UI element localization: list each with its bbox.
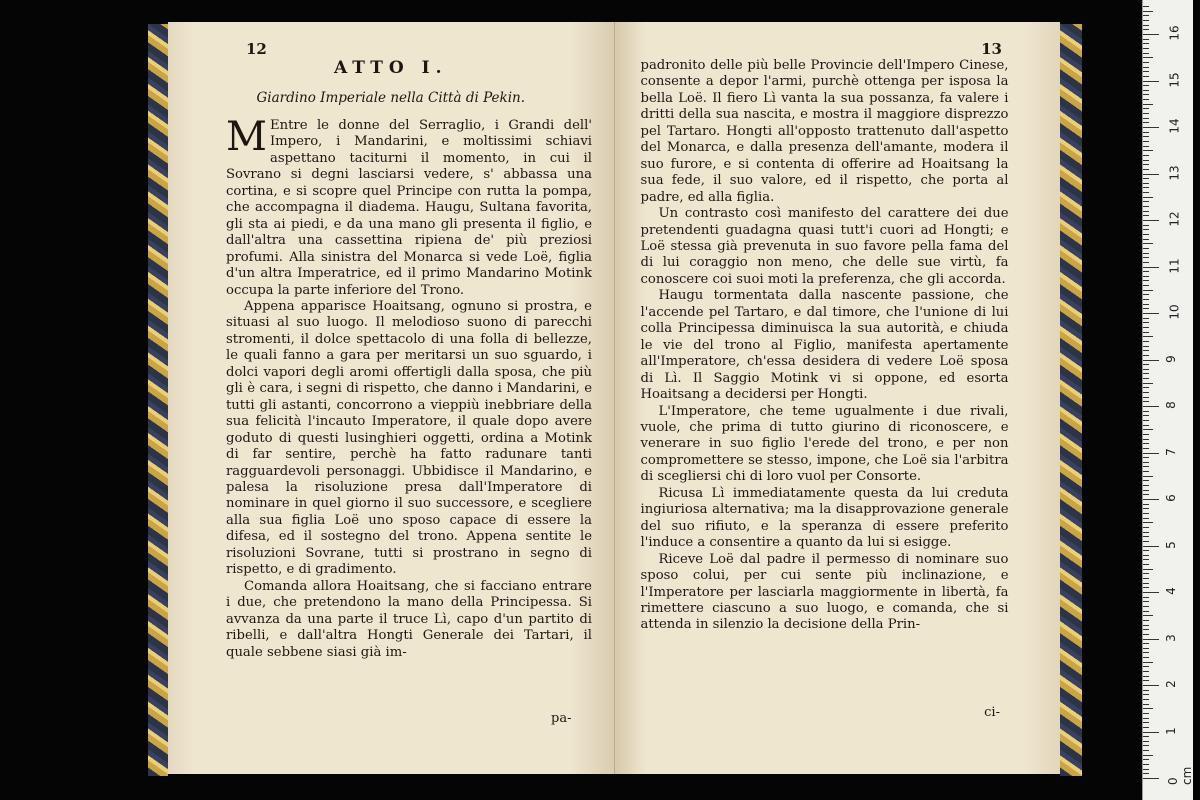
ruler-tick xyxy=(1143,85,1149,86)
ruler-tick xyxy=(1143,443,1149,444)
ruler-tick xyxy=(1143,373,1149,374)
ruler-tick xyxy=(1143,745,1149,746)
ruler-tick xyxy=(1143,29,1149,30)
ruler-number: 13 xyxy=(1167,164,1182,181)
paragraph: Un contrasto così manifesto del carattere dei due pretendenti guadagna quasi tutt'i cuori ad Hongti; e Loë stessa già prevenuta in suo favore pella fama del di lui coraggio non meno, che delle sue virtù, fa conoscere coi suoi moti la preferenza, che gli accorda. xyxy=(640,206,1009,287)
ruler-tick xyxy=(1143,108,1149,109)
ruler-tick xyxy=(1143,773,1149,774)
ruler-tick xyxy=(1143,355,1149,356)
ruler-tick xyxy=(1143,592,1159,593)
ruler-tick xyxy=(1143,160,1149,161)
ruler-tick xyxy=(1143,490,1149,491)
ruler-tick xyxy=(1143,750,1149,751)
ruler-tick xyxy=(1143,271,1149,272)
left-page-text xyxy=(226,114,592,661)
ruler-tick xyxy=(1143,536,1149,537)
ruler-tick xyxy=(1143,625,1149,626)
ruler-tick xyxy=(1143,620,1149,621)
ruler-tick xyxy=(1143,15,1149,16)
ruler-tick xyxy=(1143,308,1149,309)
ruler-tick xyxy=(1143,234,1149,235)
ruler-tick xyxy=(1143,573,1149,574)
ruler-tick xyxy=(1143,541,1149,542)
ruler-tick xyxy=(1143,327,1149,328)
ruler-tick xyxy=(1143,662,1153,663)
ruler-number: 8 xyxy=(1163,401,1178,409)
right-page xyxy=(615,22,1061,774)
ruler-tick xyxy=(1143,99,1149,100)
open-book xyxy=(168,22,1060,774)
ruler-tick xyxy=(1143,360,1159,361)
ruler-tick xyxy=(1143,341,1149,342)
ruler-tick xyxy=(1143,671,1149,672)
scene-title: Giardino Imperiale nella Città di Pekin. xyxy=(256,90,526,106)
ruler-tick xyxy=(1143,583,1149,584)
ruler-tick xyxy=(1143,718,1149,719)
ruler-tick xyxy=(1143,90,1149,91)
ruler-tick xyxy=(1143,420,1149,421)
paragraph: M Entre le donne del Serraglio, i Grandi dell' Impero, i Mandarini, e moltissimi schiavi aspettano taciturni il momento, in cui il Sovrano si degni lasciarsi vedere, s' abbassa una cortina, e si scopre quel Principe con rutta la pompa, che accompagna il diadema. Haugu, Sultana favorita, gli sta ai piedi, e da una mano gli presenta il figlio, e dall'altra una cassettina ripiena de' più preziosi profumi. Alla sinistra del Monarca si vede Loë, figlia d'un altra Imperatrice, ed il primo Mandarino Motink occupa la parte inferiore del Trono. xyxy=(226,114,592,298)
ruler-tick xyxy=(1143,136,1149,137)
ruler-tick xyxy=(1143,178,1149,179)
ruler-tick xyxy=(1143,267,1159,268)
ruler-tick xyxy=(1143,104,1153,105)
ruler-tick xyxy=(1143,513,1149,514)
ruler-tick xyxy=(1143,76,1149,77)
ruler-number: 10 xyxy=(1167,304,1182,320)
ruler-tick xyxy=(1143,559,1149,560)
paragraph: Appena apparisce Hoaitsang, ognuno si prostra, e situasi al suo luogo. Il melodioso suono di parecchi stromenti, il dolce spettacolo di una folla di bellezze, le quali fanno a gara per meritarsi un suo sguardo, i dolci vapori degli aromi offertigli dalla sposa, che più gli è cara, i segni di rispetto, che danno i Mandarini, e tutti gli astanti, concorrono a vieppiù inebbriare della sua felicità l'incauto Imperatore, il quale dopo avere goduto di questi lusinghieri oggetti, ordina a Motink di far sentire, perchè ha fatto radunare tanti ragguardevoli personaggi. Ubbidisce il Mandarino, e palesa la risoluzione presa dall'Imperatore di nominare in quel giorno il suo successore, e scegliere alla sua figlia Loë uno sposo capace di essere la difesa, ed il sostegno del trono. Appena sentite le risoluzioni Sovrane, tutti si prostrano in segno di rispetto, e di gradimento. xyxy=(226,298,592,578)
ruler-tick xyxy=(1143,253,1149,254)
book-cover-left-edge xyxy=(148,24,168,776)
ruler-tick xyxy=(1143,690,1149,691)
ruler-number: 2 xyxy=(1163,680,1178,688)
ruler-tick xyxy=(1143,67,1149,68)
ruler-tick xyxy=(1143,280,1149,281)
ruler-tick xyxy=(1143,680,1149,681)
ruler-tick xyxy=(1143,476,1153,477)
ruler-tick xyxy=(1143,350,1149,351)
ruler-tick xyxy=(1143,634,1149,635)
ruler-tick xyxy=(1143,57,1153,58)
ruler-tick xyxy=(1143,62,1149,63)
ruler-tick xyxy=(1143,53,1149,54)
ruler-tick xyxy=(1143,555,1149,556)
ruler-tick xyxy=(1143,764,1149,765)
paragraph: Comanda allora Hoaitsang, che si facciano entrare i due, che pretendono la mano della Principessa. Si avvanza da una parte il truce Lì, capo d'un partito di ribelli, e dall'altra Hongti Generale dei Tartari, il quale sebbene siasi già im- xyxy=(226,578,592,660)
ruler-tick xyxy=(1143,708,1153,709)
ruler-tick xyxy=(1143,569,1153,570)
measuring-ruler xyxy=(1142,0,1193,800)
ruler-tick xyxy=(1143,466,1149,467)
ruler-number: 15 xyxy=(1167,71,1182,88)
ruler-tick xyxy=(1143,727,1149,728)
ruler-tick xyxy=(1143,462,1149,463)
drop-cap: M xyxy=(226,114,267,160)
ruler-tick xyxy=(1143,415,1149,416)
ruler-tick xyxy=(1143,243,1153,244)
ruler-tick xyxy=(1143,127,1159,128)
ruler-tick xyxy=(1143,471,1149,472)
ruler-number: 5 xyxy=(1163,540,1178,549)
ruler-tick xyxy=(1143,183,1149,184)
ruler-tick xyxy=(1143,666,1149,667)
ruler-tick xyxy=(1143,769,1149,770)
ruler-tick xyxy=(1143,657,1149,658)
ruler-tick xyxy=(1143,453,1159,454)
ruler-tick xyxy=(1143,262,1149,263)
ruler-tick xyxy=(1143,532,1149,533)
paragraph: padronito delle più belle Provincie dell'Impero Cinese, consente a depor l'armi, purchè ottenga per isposa la bella Loë. Il fiero Lì vanta la sua possanza, fa valere i dritti della sua nascita, e mostra il maggiore disprezzo pel Tartaro. Hongti all'opposto trattenuto dall'aspetto del Monarca, e dalla presenza dell'amante, modera il suo furore, e si contenta di offerire ad Hoaitsang la sua fede, il suo valore, ed il rispetto, che porta al padre, ed alla figlia. xyxy=(640,58,1009,205)
ruler-tick xyxy=(1143,397,1149,398)
ruler-tick xyxy=(1143,522,1153,523)
ruler-tick xyxy=(1143,113,1149,114)
ruler-tick xyxy=(1143,304,1149,305)
ruler-tick xyxy=(1143,629,1149,630)
ruler-tick xyxy=(1143,141,1149,142)
ruler-tick xyxy=(1143,48,1149,49)
ruler-number: 6 xyxy=(1163,494,1178,502)
ruler-tick xyxy=(1143,759,1149,760)
page-number-right: 13 xyxy=(981,40,1002,58)
ruler-tick xyxy=(1143,676,1149,677)
ruler-tick xyxy=(1143,508,1149,509)
ruler-tick xyxy=(1143,564,1149,565)
ruler-tick xyxy=(1143,499,1159,500)
paragraph: Riceve Loë dal padre il permesso di nominare suo sposo colui, per cui sente più inclinazione, e l'Imperatore per lasciarla maggiormente in libertà, fa rimettere ciascuno a suo luogo, e comanda, che si attenda in silenzio la decisione della Prin- xyxy=(640,551,1009,633)
ruler-tick xyxy=(1143,480,1149,481)
ruler-tick xyxy=(1143,378,1149,379)
ruler-tick xyxy=(1143,294,1149,295)
ruler-tick xyxy=(1143,704,1149,705)
ruler-tick xyxy=(1143,290,1153,291)
ruler-tick xyxy=(1143,639,1159,640)
paragraph: Haugu tormentata dalla nascente passione, che l'accende pel Tartaro, e dal timore, che l'unione di lui colla Principessa diminuisca la sua autorità, e chiuda le vie del trono al Figlio, manifesta apertamente all'Imperatore, ch'essa desidera di vedere Loë sposa di Lì. Il Saggio Motink vi si oppone, ed esorta Hoaitsang a decidersi per Hongti. xyxy=(640,288,1009,403)
ruler-tick xyxy=(1143,229,1149,230)
ruler-number: 9 xyxy=(1163,354,1178,363)
ruler-tick xyxy=(1143,457,1149,458)
ruler-tick xyxy=(1143,11,1153,12)
ruler-tick xyxy=(1143,369,1149,370)
ruler-tick xyxy=(1143,25,1149,26)
ruler-tick xyxy=(1143,434,1149,435)
ruler-tick xyxy=(1143,392,1149,393)
ruler-tick xyxy=(1143,248,1149,249)
left-page xyxy=(168,22,615,774)
ruler-tick xyxy=(1143,713,1149,714)
ruler-tick xyxy=(1143,239,1149,240)
ruler-tick xyxy=(1143,285,1149,286)
ruler-tick xyxy=(1143,425,1149,426)
ruler-tick xyxy=(1143,652,1149,653)
ruler-tick xyxy=(1143,6,1149,7)
ruler-number: 14 xyxy=(1167,118,1182,134)
ruler-tick xyxy=(1143,448,1149,449)
ruler-number: 12 xyxy=(1167,211,1182,227)
ruler-tick xyxy=(1143,132,1149,133)
ruler-tick xyxy=(1143,206,1149,207)
ruler-tick xyxy=(1143,225,1149,226)
ruler-tick xyxy=(1143,220,1159,221)
ruler-tick xyxy=(1143,387,1149,388)
catchword-right: ci- xyxy=(984,705,1000,720)
ruler-tick xyxy=(1143,201,1149,202)
ruler-tick xyxy=(1143,94,1149,95)
ruler-tick xyxy=(1143,257,1149,258)
ruler-tick xyxy=(1143,164,1149,165)
ruler-tick xyxy=(1143,71,1149,72)
ruler-tick xyxy=(1143,383,1153,384)
ruler-tick xyxy=(1143,429,1153,430)
ruler-tick xyxy=(1143,211,1149,212)
ruler-tick xyxy=(1143,494,1149,495)
ruler-tick xyxy=(1143,118,1149,119)
ruler-number: 7 xyxy=(1163,447,1178,456)
ruler-tick xyxy=(1143,732,1159,733)
right-page-text xyxy=(641,58,1009,634)
ruler-tick xyxy=(1143,169,1149,170)
ruler-tick xyxy=(1143,694,1149,695)
ruler-tick xyxy=(1143,578,1149,579)
paragraph: L'Imperatore, che teme ugualmente i due rivali, vuole, che prima di tutto giurino di riconoscere, e venerare in suo figlio l'erede del trono, e per non compromettere se stesso, impone, che Loë sia l'arbitra di scegliersi chi di loro vuol per Consorte. xyxy=(640,403,1009,485)
ruler-tick xyxy=(1143,187,1149,188)
ruler-tick xyxy=(1143,411,1149,412)
ruler-tick xyxy=(1143,615,1153,616)
ruler-tick xyxy=(1143,34,1159,35)
ruler-tick xyxy=(1143,346,1149,347)
ruler-tick xyxy=(1143,336,1153,337)
ruler-tick xyxy=(1143,778,1159,779)
ruler-tick xyxy=(1143,299,1149,300)
ruler-tick xyxy=(1143,736,1149,737)
ruler-tick xyxy=(1143,685,1159,686)
ruler-tick xyxy=(1143,527,1149,528)
ruler-tick xyxy=(1143,155,1149,156)
ruler-tick xyxy=(1143,122,1149,123)
ruler-tick xyxy=(1143,601,1149,602)
catchword-left: pa- xyxy=(551,711,572,726)
ruler-tick xyxy=(1143,174,1159,175)
ruler-number: 16 xyxy=(1167,25,1182,41)
ruler-tick xyxy=(1143,39,1149,40)
ruler-tick xyxy=(1143,550,1149,551)
ruler-tick xyxy=(1143,364,1149,365)
ruler-tick xyxy=(1143,146,1149,147)
ruler-tick xyxy=(1143,276,1149,277)
ruler-tick xyxy=(1143,150,1153,151)
ruler-tick xyxy=(1143,518,1149,519)
ruler-tick xyxy=(1143,699,1149,700)
ruler-tick xyxy=(1143,504,1149,505)
ruler-tick xyxy=(1143,401,1149,402)
ruler-tick xyxy=(1143,20,1149,21)
ruler-tick xyxy=(1143,318,1149,319)
ruler-tick xyxy=(1143,81,1159,82)
ruler-tick xyxy=(1143,485,1149,486)
ruler-number: 3 xyxy=(1163,633,1178,642)
ruler-number: 1 xyxy=(1163,726,1178,735)
paragraph: Ricusa Lì immediatamente questa da lui creduta ingiuriosa alternativa; ma la disapprovazione generale del suo rifiuto, e la speranza di essere preferito l'induce a consentire a quanto da lui si esigge. xyxy=(640,485,1009,551)
ruler-tick xyxy=(1143,722,1149,723)
ruler-tick xyxy=(1143,322,1149,323)
book-cover-right-edge xyxy=(1060,24,1082,776)
ruler-tick xyxy=(1143,332,1149,333)
ruler-tick xyxy=(1143,755,1153,756)
ruler-tick xyxy=(1143,643,1149,644)
ruler-tick xyxy=(1143,741,1149,742)
ruler-tick xyxy=(1143,406,1159,407)
ruler-unit-label: 0 cm xyxy=(1166,766,1194,785)
ruler-tick xyxy=(1143,439,1149,440)
ruler-tick xyxy=(1143,597,1149,598)
ruler-tick xyxy=(1143,648,1149,649)
act-title: ATTO I. xyxy=(333,58,448,78)
page-number-left: 12 xyxy=(246,40,267,58)
ruler-number: 4 xyxy=(1163,587,1178,595)
ruler-tick xyxy=(1143,313,1159,314)
ruler-tick xyxy=(1143,197,1153,198)
ruler-tick xyxy=(1143,215,1149,216)
ruler-tick xyxy=(1143,611,1149,612)
ruler-number: 11 xyxy=(1167,257,1182,274)
ruler-tick xyxy=(1143,606,1149,607)
ruler-tick xyxy=(1143,546,1159,547)
ruler-tick xyxy=(1143,587,1149,588)
ruler-tick xyxy=(1143,43,1149,44)
ruler-tick xyxy=(1143,192,1149,193)
